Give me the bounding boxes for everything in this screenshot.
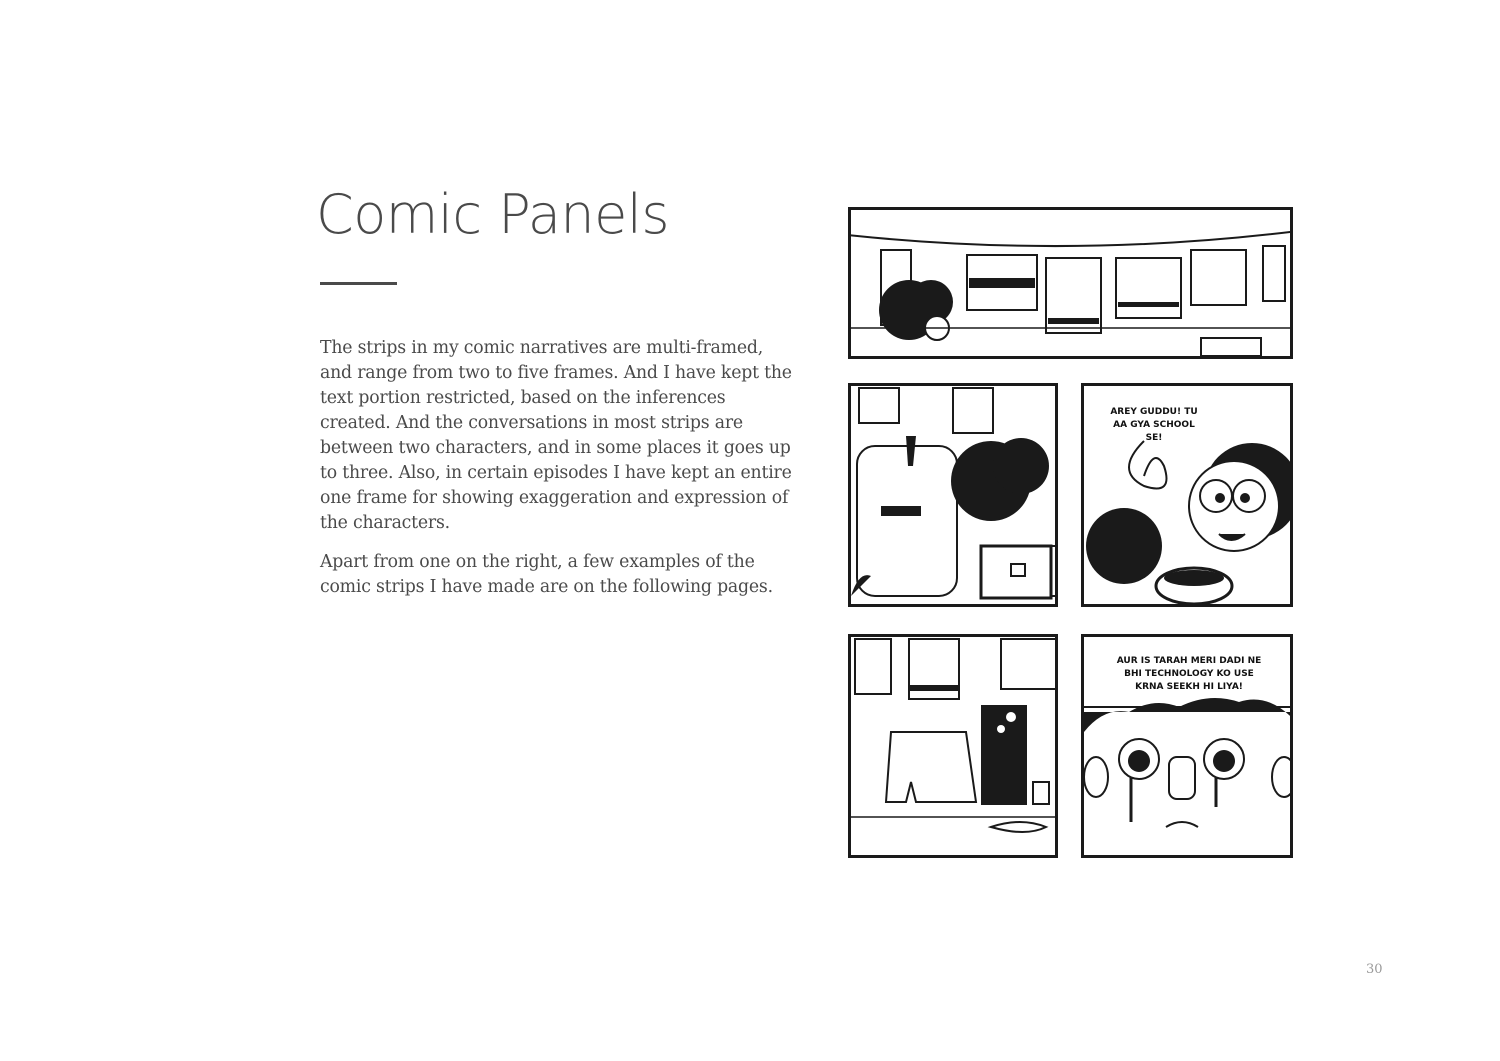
caption-box: AUR IS TARAH MERI DADI NE BHI TECHNOLOGY KO USE KRNA SEEKH HI LIYA! (1116, 656, 1262, 692)
comic-panel-electronics (848, 634, 1058, 858)
page-title: Comic Panels (316, 183, 670, 246)
electronics-illustration (851, 637, 1058, 858)
clothesline-illustration (851, 210, 1293, 359)
comic-panel-greeting (1081, 383, 1293, 607)
page-number: 30 (1366, 962, 1383, 977)
paragraph-2: Apart from one on the right, a few examples of the comic strips I have made are on the following pages. (320, 552, 773, 597)
title-divider (320, 282, 397, 285)
speech-bubble-greeting: AREY GUDDU! TU AA GYA SCHOOL SE! (1110, 407, 1198, 443)
comic-panel-clothesline (848, 207, 1293, 359)
crying-boy-illustration (1084, 637, 1293, 858)
comic-panel-living-room (848, 383, 1058, 607)
comic-panel-crying (1081, 634, 1293, 858)
paragraph-1: The strips in my comic narratives are multi-framed, and range from two to five frames. And I have kept the text portion restricted, based on the inferences created. And the conversations in most strips are between two characters, and in some places it goes up to three. Also, in certain episodes I have kept an entire one frame for showing exaggeration and expression of the characters. (320, 338, 792, 533)
body-text (320, 336, 800, 614)
living-room-illustration (851, 386, 1058, 607)
greeting-illustration (1084, 386, 1293, 607)
